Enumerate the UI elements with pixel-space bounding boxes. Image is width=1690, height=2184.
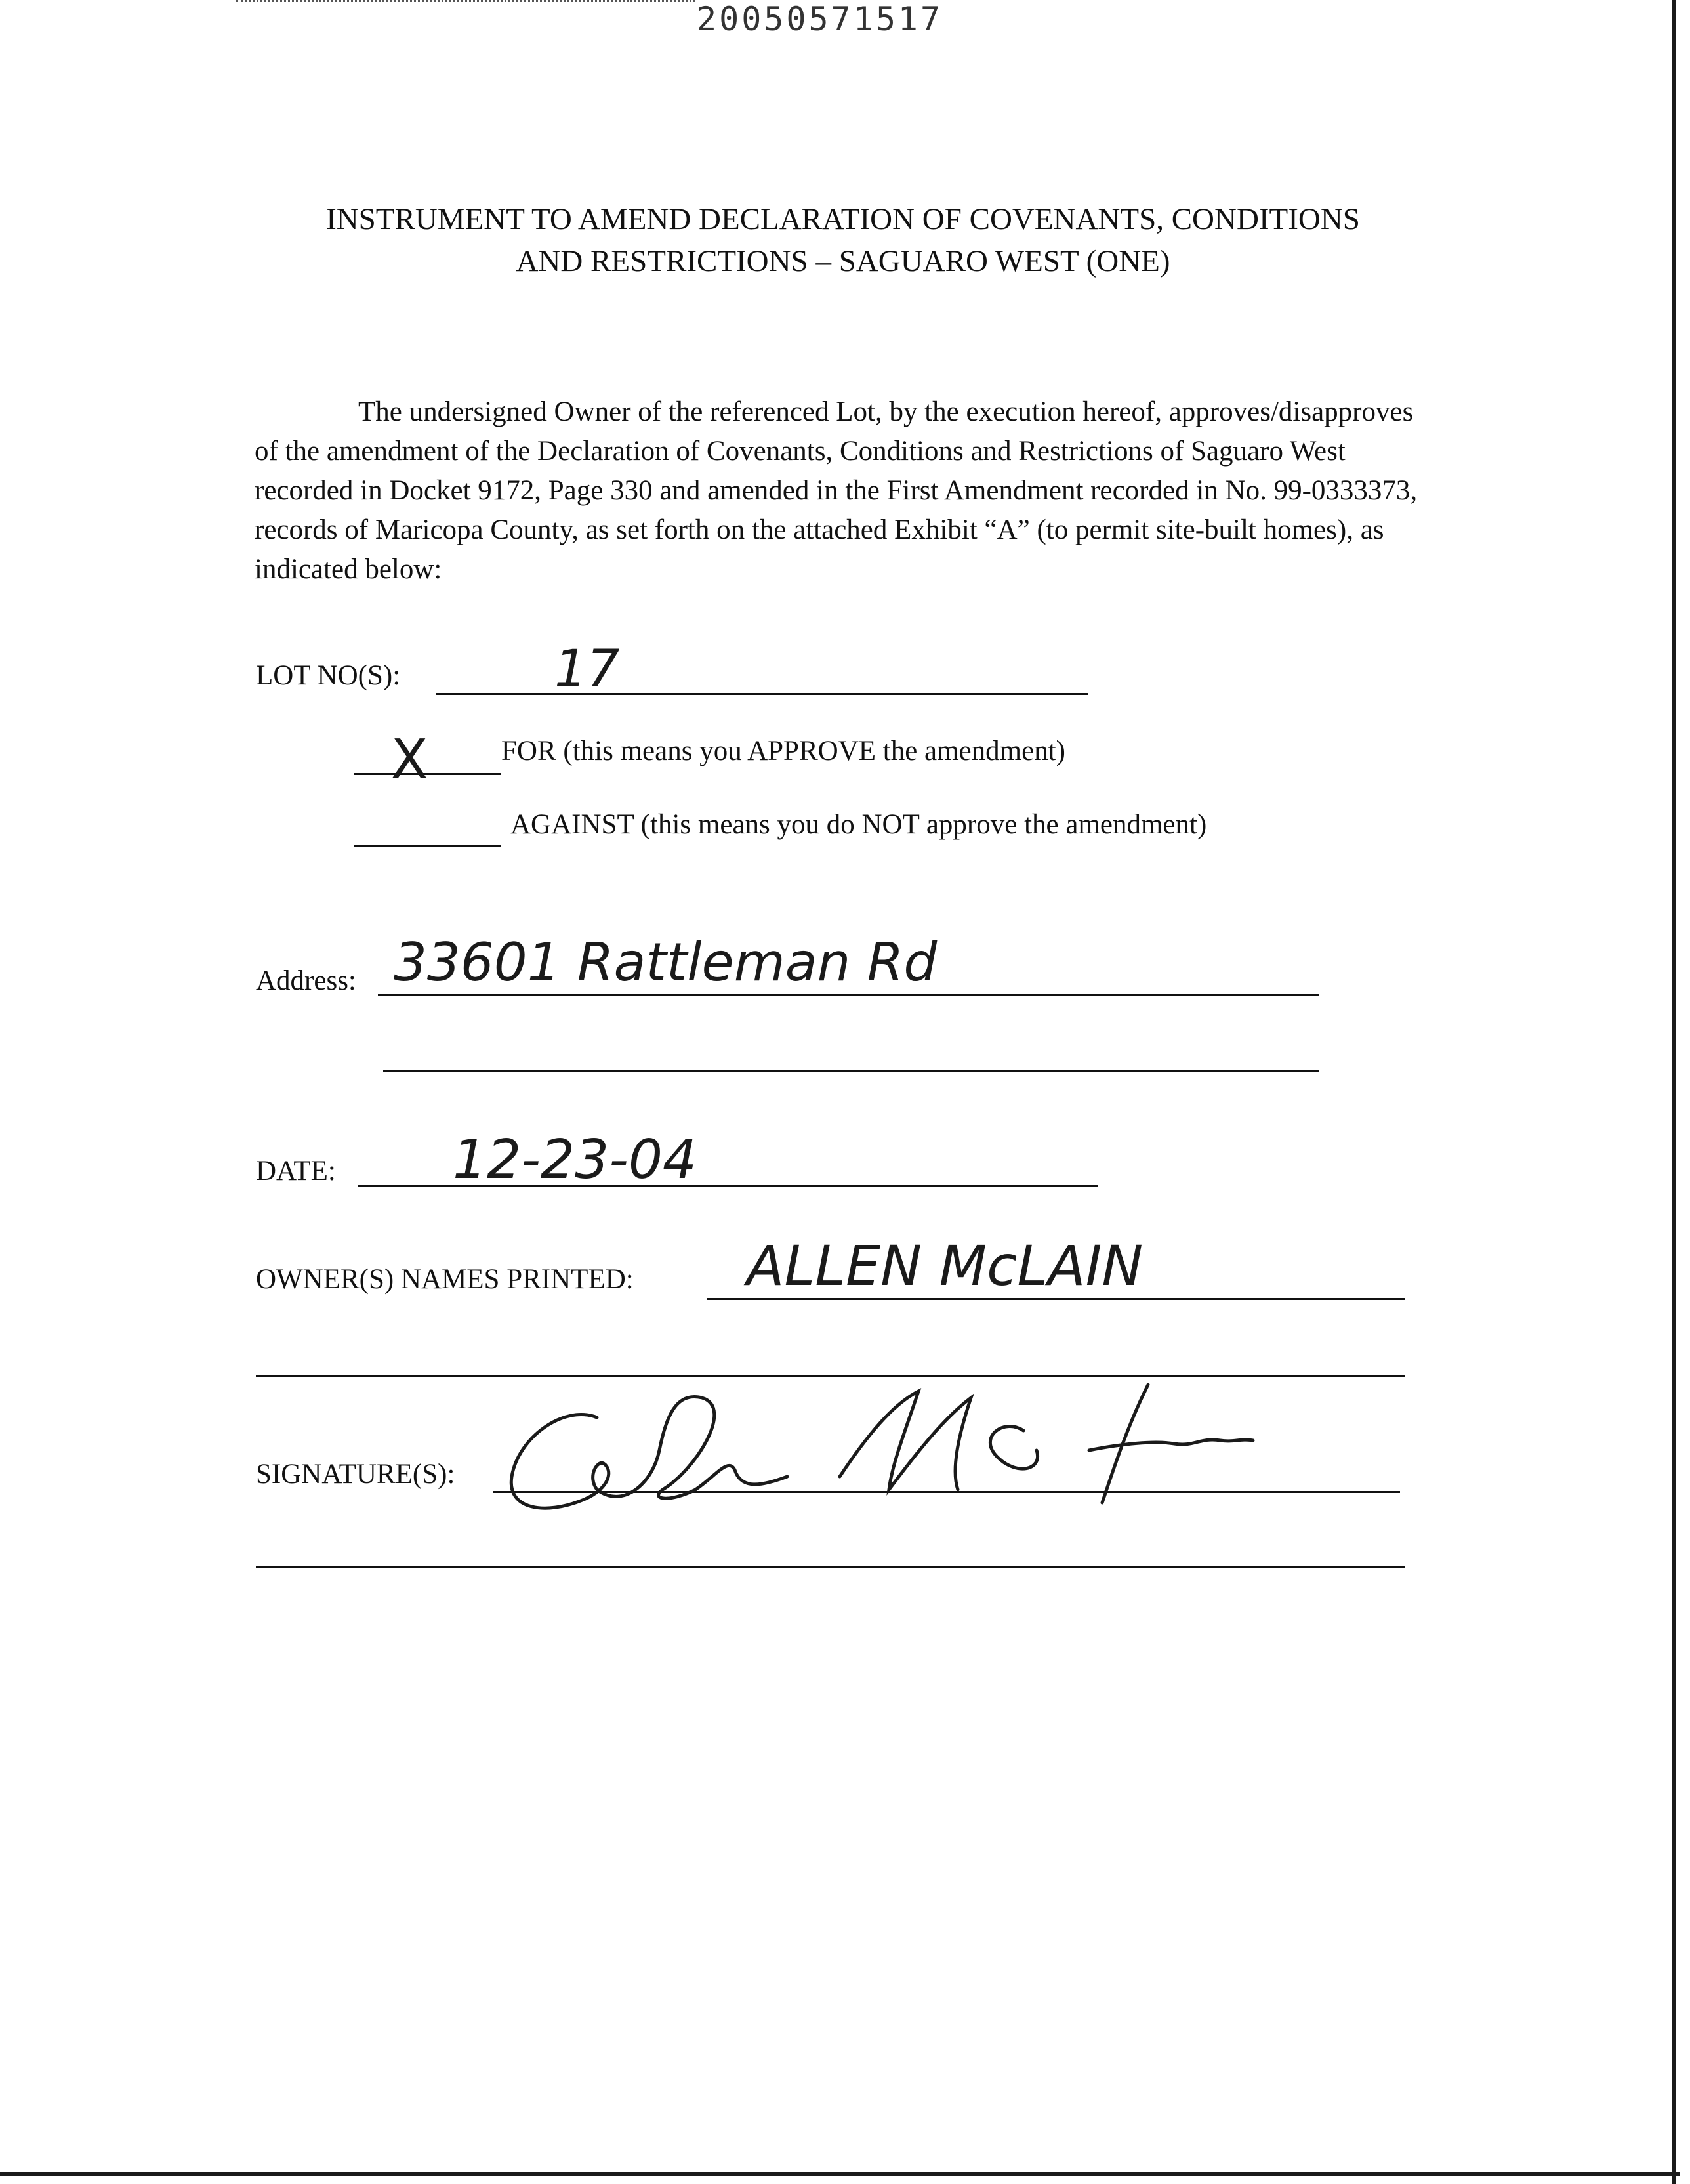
owner-label: OWNER(S) NAMES PRINTED: [256, 1264, 634, 1295]
title-line-1: INSTRUMENT TO AMEND DECLARATION OF COVENANTS, CONDITIONS [326, 202, 1360, 236]
title-line-2: AND RESTRICTIONS – SAGUARO WEST (ONE) [516, 244, 1170, 278]
address-label: Address: [256, 965, 356, 996]
lot-line [436, 693, 1088, 695]
address-line-2 [383, 1070, 1319, 1072]
scan-edge-right [1672, 0, 1676, 2184]
document-title [197, 198, 1489, 282]
address-value[interactable]: 33601 Rattleman Rd [394, 932, 938, 993]
signature-label: SIGNATURE(S): [256, 1459, 455, 1490]
for-mark: X [391, 728, 428, 791]
body-paragraph [255, 392, 1442, 589]
signature-drawing [499, 1378, 1260, 1522]
date-label: DATE: [256, 1156, 336, 1186]
owner-line-1 [707, 1298, 1405, 1300]
for-label: FOR (this means you APPROVE the amendment) [501, 736, 1065, 766]
lot-label: LOT NO(S): [256, 660, 401, 691]
stamp-strip [236, 0, 695, 5]
body-paragraph-text: The undersigned Owner of the referenced Lot, by the execution hereof, approves/disapproves of the amendment of the Declaration of Covenants, Conditions and Restrictions of Saguaro West recorded in Docket 9172, Page 330 and amended in the First Amendment recorded in No. 99-0333373, records of Maricopa County, as set forth on the attached Exhibit “A” (to permit site-built homes), as indicated below: [255, 396, 1418, 585]
owner-line-2 [256, 1376, 1405, 1377]
lot-value[interactable]: 17 [554, 640, 620, 699]
against-line[interactable] [354, 845, 501, 847]
address-line-1 [378, 994, 1319, 996]
date-value[interactable]: 12-23-04 [453, 1129, 697, 1191]
against-label: AGAINST (this means you do NOT approve the amendment) [510, 809, 1207, 840]
scan-edge-bottom [0, 2172, 1680, 2176]
recording-number: 20050571517 [697, 0, 943, 38]
owner-value[interactable]: ALLEN McLAIN [747, 1234, 1144, 1298]
signature-line-2 [256, 1566, 1405, 1568]
